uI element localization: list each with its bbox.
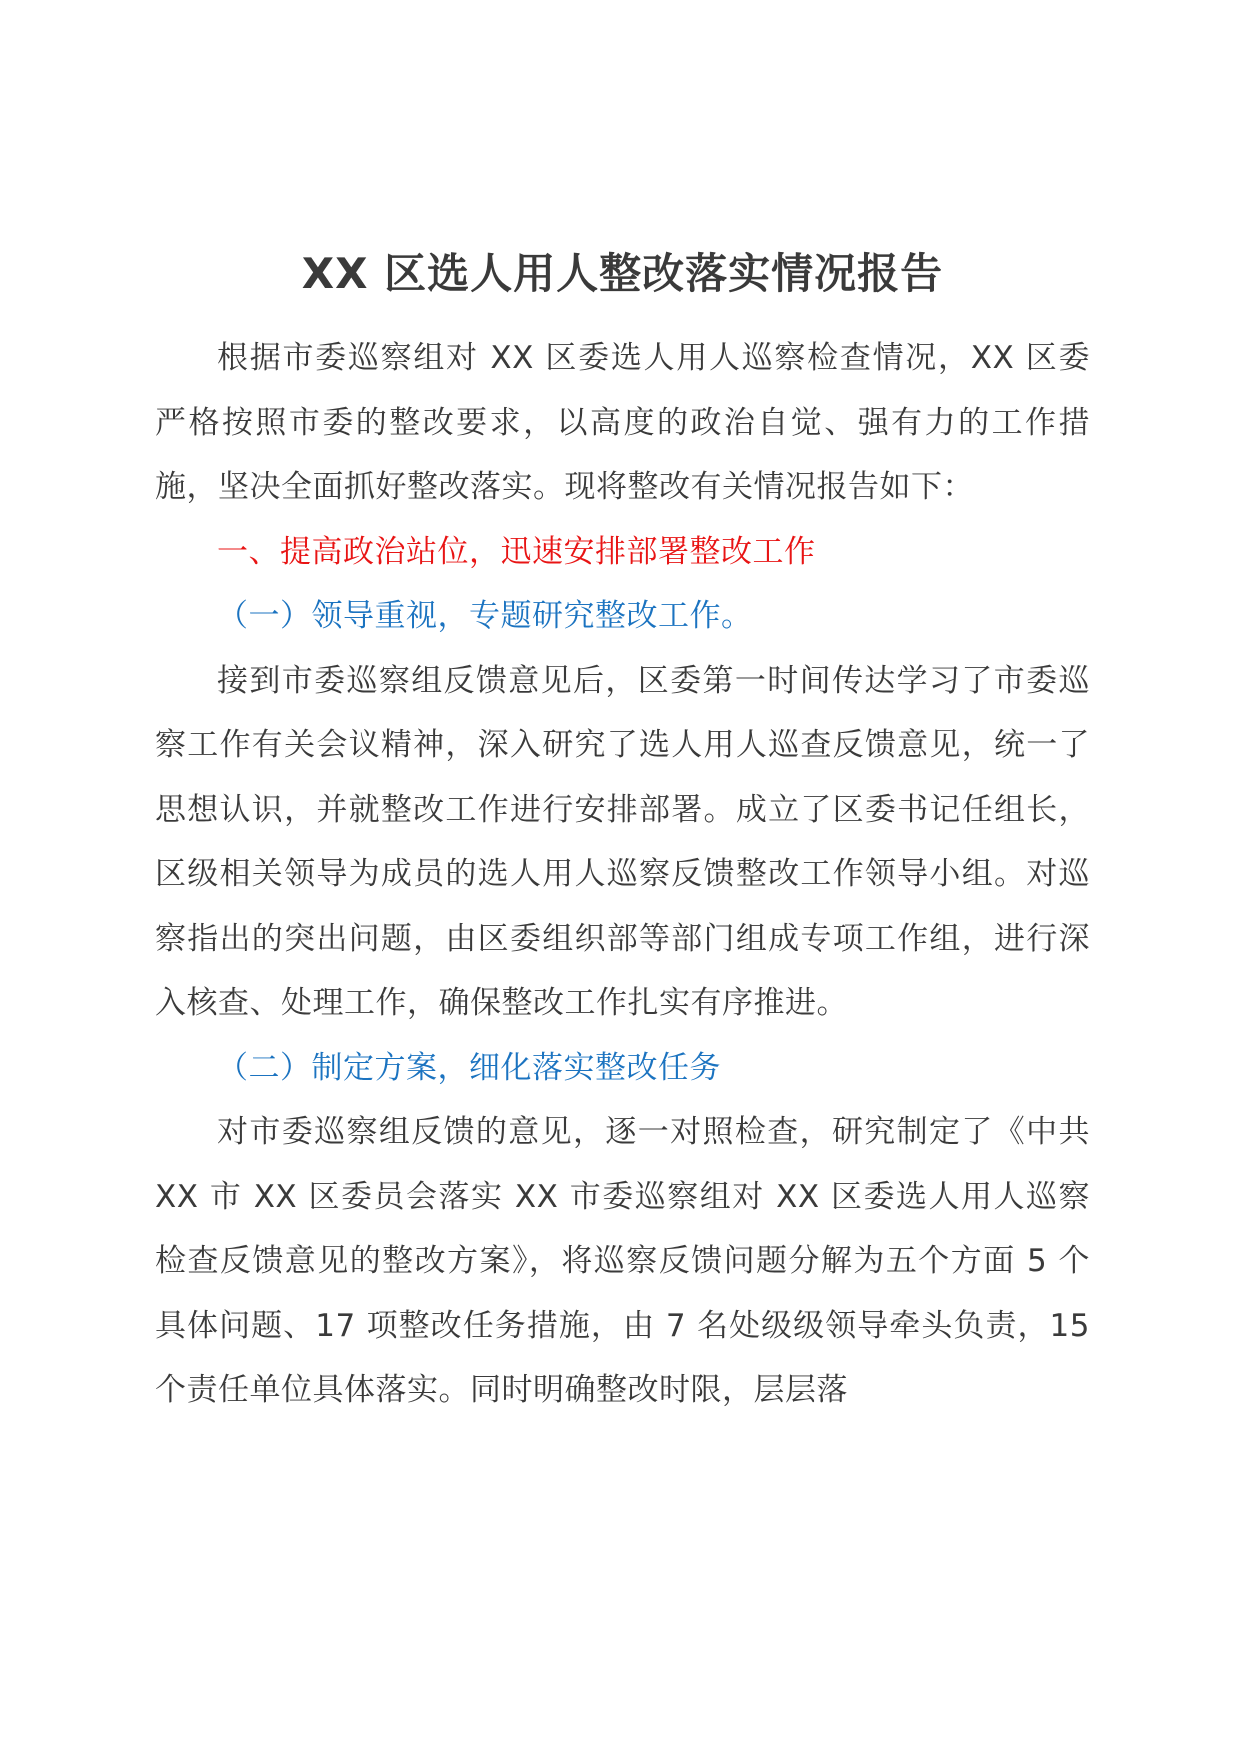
section-1-heading: 一、提高政治站位，迅速安排部署整改工作	[217, 533, 816, 570]
document-page	[155, 242, 1090, 1423]
subsection-1-body: 接到市委巡察组反馈意见后，区委第一时间传达学习了市委巡察工作有关会议精神，深入研究了选人用人巡查反馈意见，统一了思想认识，并就整改工作进行安排部署。成立了区委书记任组长，区级相关领导为成员的选人用人巡察反馈整改工作领导小组。对巡察指出的突出问题，由区委组织部等部门组成专项工作组，进行深入核查、处理工作，确保整改工作扎实有序推进。	[155, 662, 1090, 1021]
subsection-2-body: 对市委巡察组反馈的意见，逐一对照检查，研究制定了《中共 XX 市 XX 区委员会落实 XX 市委巡察组对 XX 区委选人用人巡察检查反馈意见的整改方案》，将巡察反馈问题分解为五个方面 5 个具体问题、17 项整改任务措施，由 7 名处级级领导牵头负责，15 个责任单位具体落实。同时明确整改时限，层层落	[155, 1114, 1090, 1408]
document-title: XX 区选人用人整改落实情况报告	[301, 249, 944, 298]
subsection-2-heading: （二）制定方案，细化落实整改任务	[217, 1049, 721, 1086]
intro-paragraph: 根据市委巡察组对 XX 区委选人用人巡察检查情况，XX 区委严格按照市委的整改要求，以高度的政治自觉、强有力的工作措施，坚决全面抓好整改落实。现将整改有关情况报告如下：	[155, 340, 1090, 505]
subsection-1-heading: （一）领导重视，专题研究整改工作。	[217, 598, 753, 634]
